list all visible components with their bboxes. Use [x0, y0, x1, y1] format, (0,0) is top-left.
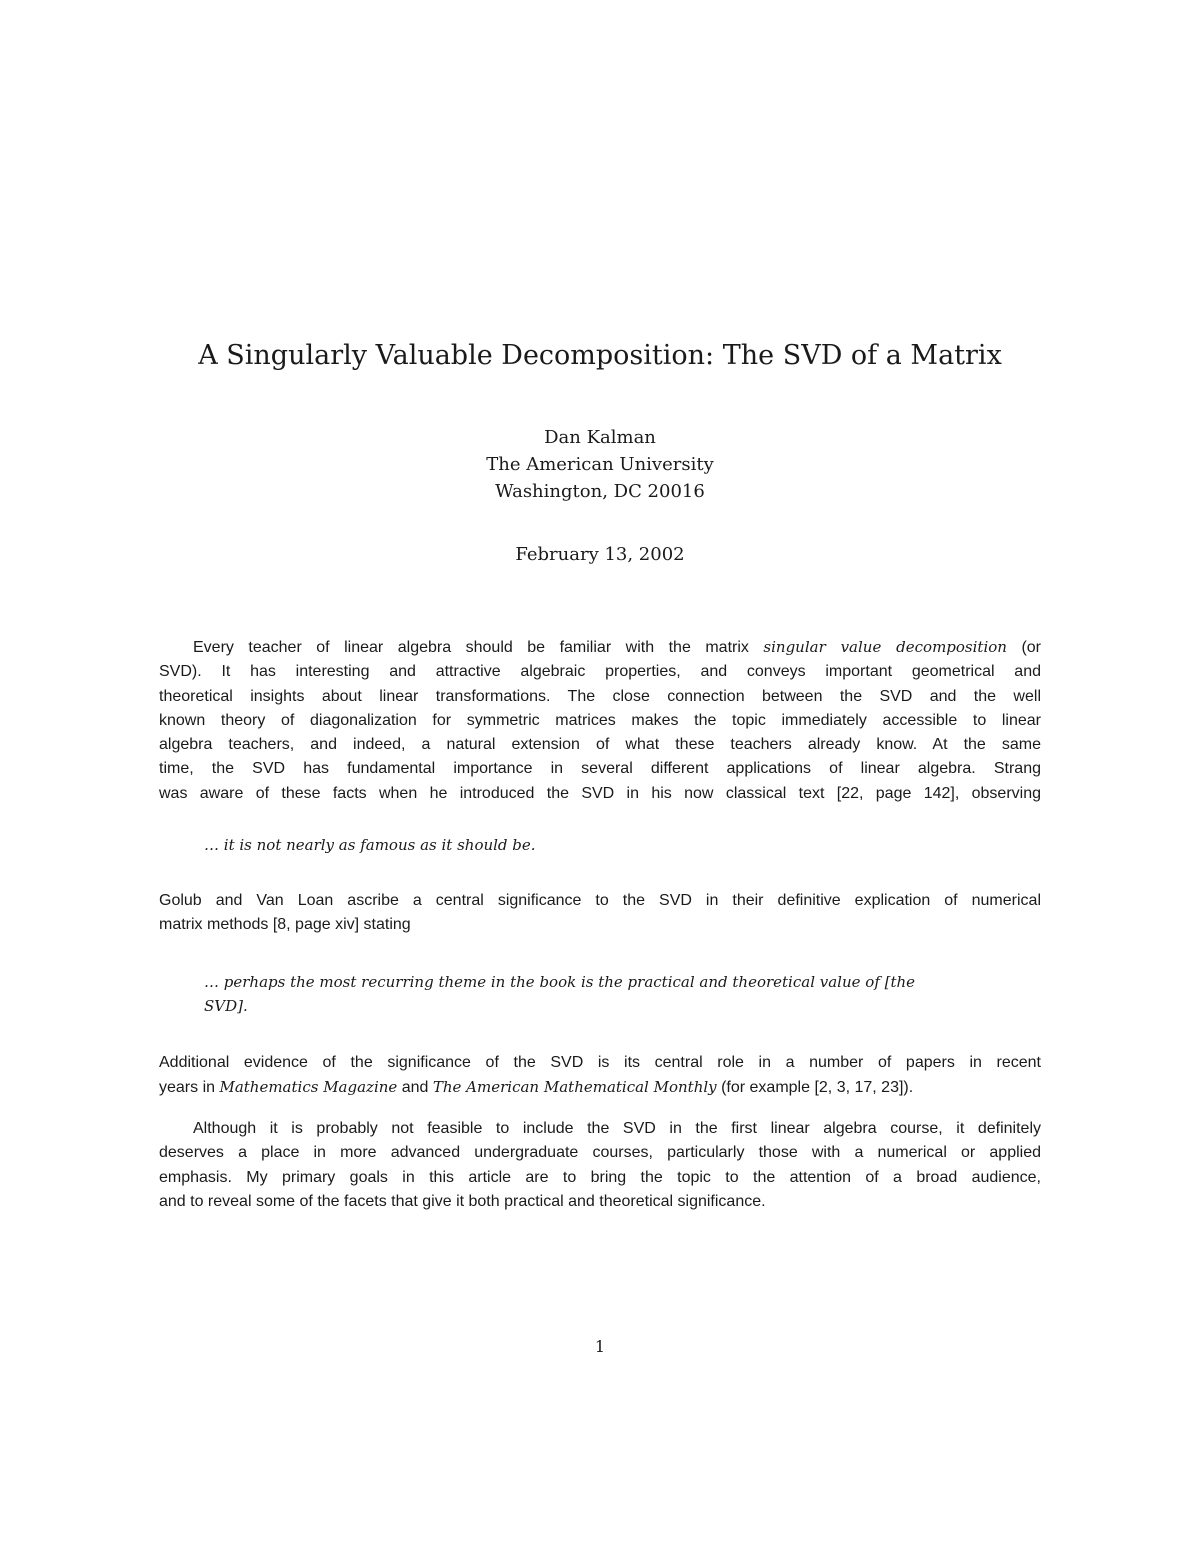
- paragraph-line: deserves a place in more advanced undergraduate courses, particularly those with a numerical or applied: [159, 1144, 1041, 1162]
- paragraph-line: emphasis. My primary goals in this article are to bring the topic to the attention of a broad audience,: [159, 1168, 1041, 1186]
- quote-line: … perhaps the most recurring theme in the book is the practical and theoretical value of [the: [204, 973, 916, 991]
- paragraph-line: time, the SVD has fundamental importance in several different applications of linear algebra. Strang: [159, 760, 1041, 778]
- paper-date: February 13, 2002: [515, 544, 685, 565]
- paper-title: A Singularly Valuable Decomposition: The SVD of a Matrix: [198, 340, 1002, 371]
- paragraph-line: years in Mathematics Magazine and The American Mathematical Monthly (for example [2, 3, 17, 23]).: [159, 1078, 914, 1097]
- paragraph-line: matrix methods [8, page xiv] stating: [159, 916, 411, 934]
- quote-line: SVD].: [204, 997, 248, 1016]
- golub-paragraph: [159, 889, 1041, 938]
- paragraph-line: SVD). It has interesting and attractive algebraic properties, and conveys important geometrical and: [159, 663, 1041, 681]
- golub-quote: [204, 970, 1004, 1019]
- emphasized-term: singular value decomposition: [763, 638, 1007, 656]
- author-affiliation: The American University: [486, 454, 714, 475]
- intro-paragraph: [159, 635, 1041, 806]
- strang-quote: … it is not nearly as famous as it should be.: [204, 836, 536, 854]
- page-number: 1: [594, 1337, 606, 1356]
- evidence-paragraph: [159, 1051, 1041, 1101]
- paragraph-line: Although it is probably not feasible to include the SVD in the first linear algebra course, it definitely: [193, 1120, 1041, 1137]
- paragraph-line: Additional evidence of the significance of the SVD is its central role in a number of papers in recent: [159, 1054, 1041, 1071]
- paragraph-line: Every teacher of linear algebra should be familiar with the matrix singular value decomposition (or: [193, 638, 1041, 656]
- goals-paragraph: [159, 1117, 1041, 1214]
- journal-name: Mathematics Magazine: [219, 1078, 398, 1097]
- paragraph-line: algebra teachers, and indeed, a natural extension of what these teachers already know. At the same: [159, 736, 1041, 754]
- author-name: Dan Kalman: [544, 427, 656, 448]
- paragraph-line: and to reveal some of the facets that give it both practical and theoretical significance.: [159, 1192, 766, 1210]
- paragraph-line: known theory of diagonalization for symmetric matrices makes the topic immediately accessible to linear: [159, 711, 1041, 729]
- paragraph-line: was aware of these facts when he introduced the SVD in his now classical text [22, page 142], observing: [159, 784, 1041, 802]
- author-address: Washington, DC 20016: [495, 481, 705, 502]
- paragraph-line: Golub and Van Loan ascribe a central significance to the SVD in their definitive explication of numerical: [159, 892, 1041, 909]
- journal-name: The American Mathematical Monthly: [432, 1078, 717, 1097]
- paragraph-line: theoretical insights about linear transformations. The close connection between the SVD and the well: [159, 687, 1041, 705]
